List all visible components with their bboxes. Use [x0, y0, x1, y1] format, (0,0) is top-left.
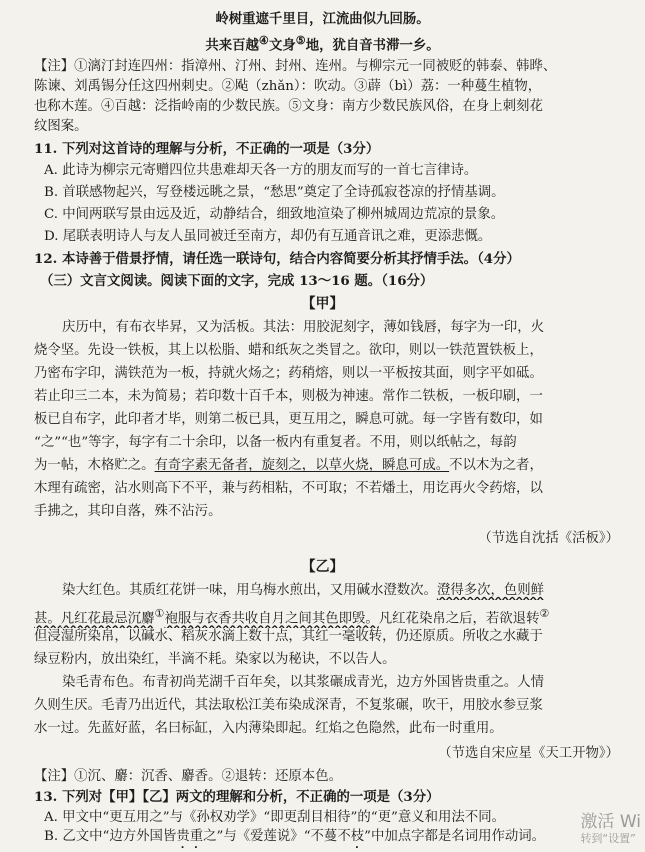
- wavy-underlined-text: 澄得多次，色则鲜: [436, 583, 545, 598]
- passage-yi-line: 染大红色。其质红花饼一味，用乌梅水煎出，又用碱水澄数次。澄得多次，色则鲜: [62, 583, 545, 598]
- question-13-stem: 13. 下列对【甲】【乙】两文的理解和分析，不正确的一项是（3分）: [34, 789, 440, 805]
- q11-option-c: C. 中间两联写景由远及近，动静结合，细致地渲染了柳州城周边荒凉的景象。: [44, 207, 505, 222]
- passage-jia-line: 若止印三二本，未为简易；若印数十百千本，则极为神速。常作二铁板，一板印刷，一: [34, 389, 543, 404]
- q13-option-b: B. 乙文中“边方外国皆贵重之”与《爱莲说》“不蔓不枝”中加点字都是名词用作动词。: [44, 829, 546, 844]
- note-line: 纹图案。: [34, 119, 88, 134]
- windows-activation-watermark: 激活 Wi 转到“设置”: [580, 812, 641, 845]
- q11-option-b: B. 首联感物起兴，写登楼远眺之景，“愁思”奠定了全诗孤寂苍凉的抒情基调。: [44, 185, 505, 200]
- passage-jia-line: 手拂之，其印自落，殊不沾污。: [34, 504, 222, 519]
- passage-jia-underlined-line: 为一帖，木格贮之。有奇字素无备者，旋刻之，以草火烧，瞬息可成。不以木为之者，: [34, 458, 543, 473]
- passage-jia-line: “之”“也”等字，每字有二十余印，以备一板内有重复者。不用，则以纸帖之，每韵: [34, 435, 517, 450]
- passage-yi-line: 甚。凡红花最忌沉麝①袍服与衣香共收自月之间其色即毁。凡红花染帛之后，若欲退转②: [34, 607, 550, 627]
- q11-option-a: A. 此诗为柳宗元寄赠四位共患难却天各一方的朋友而写的一首七言律诗。: [44, 163, 478, 178]
- note-line: 也称木莲。④百越：泛指岭南的少数民族。⑤文身：南方少数民族风俗，在身上刺刻花: [34, 99, 543, 114]
- passage-yi-line: 久则生厌。毛青乃出近代，其法取松江美布染成深青，不复浆碾，吹干，用胶水参豆浆: [34, 698, 543, 713]
- poem-line-1: 岭树重遮千里目，江流曲似九回肠。: [215, 11, 430, 27]
- passage-jia-line: 烧令坚。先设一铁板，其上以松脂、蜡和纸灰之类冒之。欲印，则以一铁范置铁板上，: [34, 343, 543, 358]
- passage-jia-line: 庆历中，有布衣毕昇，又为活板。其法：用胶泥刻字，薄如钱唇，每字为一印，火: [62, 320, 545, 335]
- passage-yi-heading: 【乙】: [301, 559, 344, 575]
- question-11-stem: 11. 下列对这首诗的理解与分析，不正确的一项是（3分）: [34, 141, 380, 157]
- note-line: 陈谏、刘禹锡分任这四州刺史。②飐（zhǎn）：吹动。③薜（bì）荔：一种蔓生植物，: [34, 79, 542, 94]
- passage-yi-line: 染毛青布色。布青初尚芜湖千百年矣，以其浆碾成青光，边方外国皆贵重之。人情: [62, 675, 545, 690]
- passage-jia-source: （节选自沈括《活板》）: [478, 531, 619, 546]
- note-line: 【注】①沉、麝：沉香、麝香。②退转：还原本色。: [34, 769, 342, 784]
- passage-yi-line: 水一过。先蓝好蓝，名曰标缸，入内薄染即起。红焰之色隐然，此布一时重用。: [34, 721, 503, 736]
- underlined-sentence: 有奇字素无备者，旋刻之，以草火烧，瞬息可成。: [154, 458, 450, 473]
- question-12: 12. 本诗善于借景抒情，请任选一联诗句，结合内容简要分析其抒情手法。（4分）: [34, 251, 520, 267]
- section-3-heading: （三）文言文阅读。阅读下面的文字，完成 13～16 题。（16分）: [40, 273, 434, 289]
- passage-jia-heading: 【甲】: [301, 296, 344, 312]
- passage-yi-line: 但浸湿所染帛，以碱水、稻灰水滴上数十点，其红一毫收转，仍还原质。所收之水藏于: [34, 629, 543, 644]
- q13-option-a: A. 甲文中“更互用之”与《孙权劝学》“即更刮目相待”的“更”意义和用法不同。: [44, 810, 505, 825]
- q11-option-d: D. 尾联表明诗人与友人虽同被迁至南方，却仍有互通音讯之难，更添悲慨。: [44, 229, 492, 244]
- passage-yi-source: （节选自宋应星《天工开物》）: [438, 746, 619, 761]
- passage-jia-line: 木理有疏密，沾水则高下不平，兼与药相粘，不可取；不若燔土，用讫再火令药熔，以: [34, 481, 543, 496]
- passage-jia-line: 板已自布字，此印者才毕，则第二板已具，更互用之，瞬息可就。每一字皆有数印，如: [34, 412, 543, 427]
- poem-line-2: 共来百越④文身⑤地，犹自音书滞一乡。: [205, 34, 440, 54]
- passage-yi-line: 绿豆粉内，放出染红，半滴不耗。染家以为秘诀，不以告人。: [34, 652, 396, 667]
- passage-jia-line: 乃密布字印，满铁范为一板，持就火炀之；药稍熔，则以一平板按其面，则字平如砥。: [34, 366, 543, 381]
- note-line: 【注】①漓汀封连四州：指漳州、汀州、封州、连州。与柳宗元一同被贬的韩泰、韩晔、: [34, 59, 557, 74]
